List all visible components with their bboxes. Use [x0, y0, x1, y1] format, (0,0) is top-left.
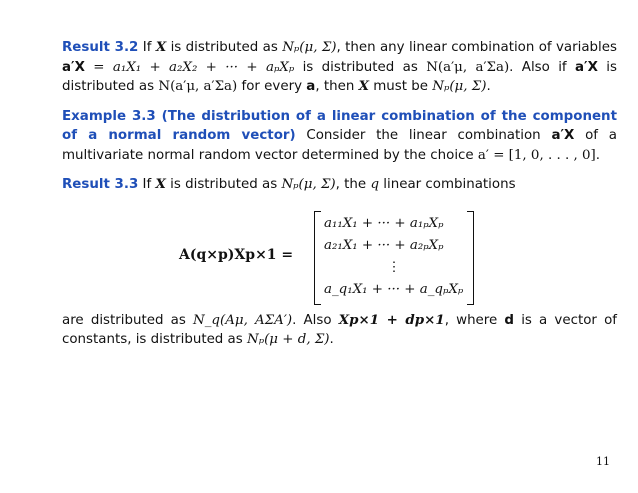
example-3-3-label: Example 3.3 (The distribution of a linear combination of the component of a normal random vector)	[62, 108, 617, 143]
text: are distributed as	[62, 312, 186, 328]
matrix-row: a₂₁X₁ + ··· + a₂ₚXₚ	[324, 237, 444, 253]
left-bracket	[314, 211, 321, 305]
result-3-2-label: Result 3.2	[62, 40, 139, 55]
math-n-amu: N(a′μ, a′Σa)	[426, 59, 510, 75]
text: , then any linear combination of variables	[336, 40, 617, 55]
example-3-3-paragraph	[62, 107, 617, 166]
slide-content	[62, 38, 617, 360]
text: .	[329, 332, 334, 347]
math-lincomb: = a₁X₁ + a₂X₂ + ··· + aₚXₚ	[93, 59, 295, 75]
matrix-display	[62, 211, 617, 303]
text: for every	[241, 79, 303, 94]
math-n-amu: N(a′μ, a′Σa)	[158, 79, 238, 94]
matrix-rows	[324, 213, 464, 301]
text: . Also	[292, 312, 332, 328]
text: Consider the linear combination	[306, 128, 541, 143]
result-3-3-label: Result 3.3	[62, 177, 139, 192]
math-np: Nₚ(μ, Σ)	[281, 177, 336, 192]
text: .	[595, 147, 601, 163]
text: , then	[315, 79, 355, 94]
math-np: Nₚ(μ, Σ)	[282, 40, 337, 55]
math-x: X	[155, 176, 166, 192]
matrix-row: a₁₁X₁ + ··· + a₁ₚXₚ	[324, 215, 444, 231]
math-ax: a′X	[551, 128, 575, 143]
right-bracket	[467, 211, 474, 305]
math-xd: Xp×1 + dp×1	[338, 311, 445, 328]
math-np-d: Nₚ(μ + d, Σ)	[247, 332, 330, 347]
math-x: X	[155, 39, 167, 55]
math-a-eq: a′ = [1, 0, . . . , 0]	[477, 147, 596, 163]
math-a: a	[306, 79, 316, 94]
text: linear combinations	[383, 177, 516, 192]
text: . Also if	[509, 59, 567, 75]
page-number: 11	[596, 455, 610, 468]
text: is distributed as	[302, 59, 418, 75]
result-3-3-paragraph	[62, 175, 617, 195]
math-ax: a′X	[62, 59, 85, 75]
matrix-row-dots: ⋮	[387, 259, 401, 275]
text: .	[486, 79, 491, 94]
matrix-row: a_q₁X₁ + ··· + a_qₚXₚ	[324, 281, 464, 297]
matrix-lhs: A(q×p)Xp×1 =	[179, 246, 294, 263]
text: of a multivariate normal random vector determined by the choice	[62, 128, 617, 163]
text: is a vector of constants, is distributed as	[62, 312, 617, 347]
text: , the	[335, 177, 367, 192]
text: must be	[373, 79, 428, 94]
text: If	[142, 40, 152, 55]
text: , where	[444, 312, 498, 328]
text: is distributed as	[170, 177, 278, 192]
result-3-2-paragraph	[62, 38, 617, 97]
math-np: Nₚ(μ, Σ)	[432, 79, 487, 94]
math-ax: a′X	[575, 59, 598, 75]
text: is distributed as	[170, 40, 278, 55]
math-q: q	[370, 177, 380, 192]
math-nq: N_q(Aμ, AΣA′)	[193, 312, 293, 328]
text: is distributed as	[62, 59, 617, 94]
math-d: d	[504, 312, 515, 328]
math-x: X	[358, 78, 369, 94]
result-3-3-continuation	[62, 311, 617, 350]
text: If	[142, 177, 152, 192]
